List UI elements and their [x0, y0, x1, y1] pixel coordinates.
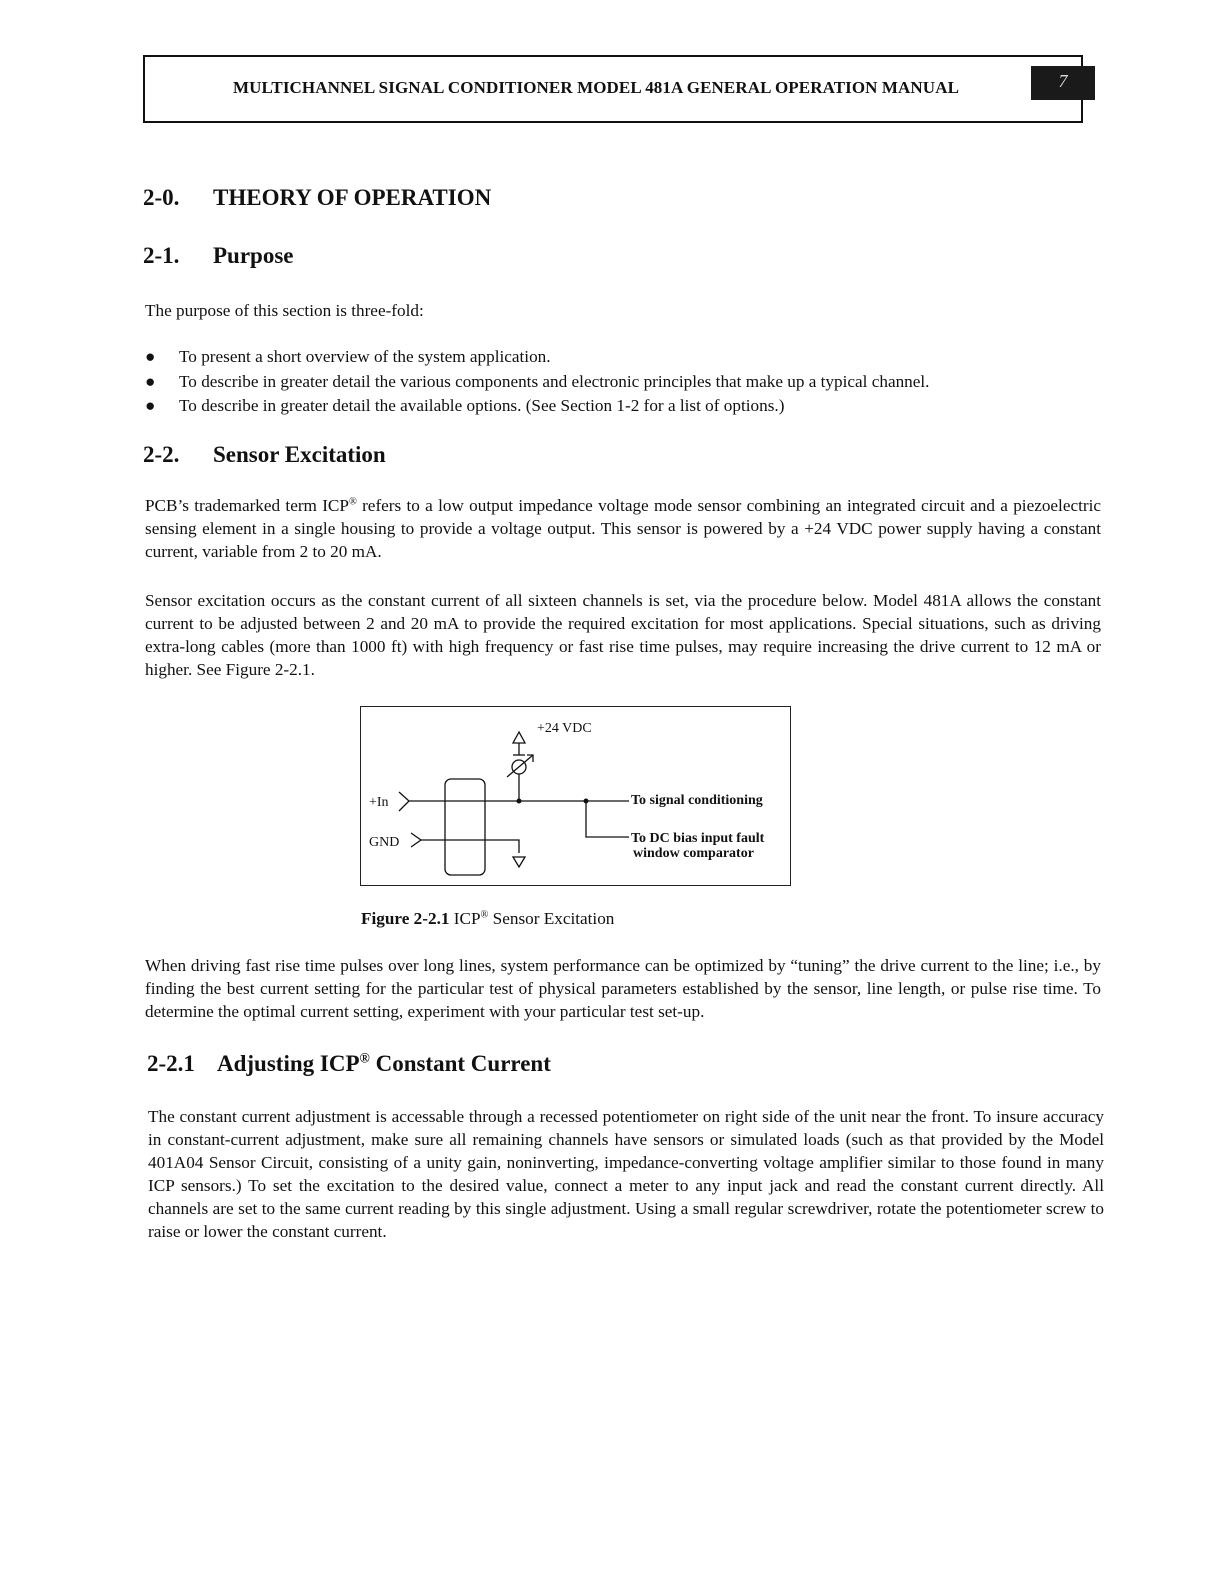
- connector-icon: [445, 779, 485, 875]
- adjusting-paragraph: The constant current adjustment is accessable through a recessed potentiometer on right side of the unit near the front. To insure accuracy in constant-current adjustment, make sure all remaining channels have sensors or simulated loads (such as that provided by the Model 401A04 Sensor Circuit, consisting of a unity gain, noninverting, impedance-converting voltage amplifier similar to those found in many ICP sensors.) To set the excitation to the desired value, connect a meter to any input jack and read the constant current directly. All channels are set to the same current reading by this single adjustment. Using a small regular screwdriver, rotate the potentiometer screw to raise or lower the constant current.: [148, 1107, 1104, 1241]
- section-title: Sensor Excitation: [213, 442, 386, 467]
- bullet-icon: ●: [145, 347, 156, 366]
- section-number: 2-1.: [143, 243, 180, 268]
- supply-label: +24 VDC: [537, 721, 592, 736]
- supply-arrow-icon: [513, 732, 525, 743]
- fault-output-label: To DC bias input fault window comparator: [631, 831, 765, 861]
- purpose-bullet-list: [145, 345, 1105, 419]
- list-item: ● To describe in greater detail the available options. (See Section 1-2 for a list of options.): [145, 396, 785, 415]
- input-jack-icon: [399, 792, 409, 811]
- bullet-icon: ●: [145, 371, 156, 391]
- section-theory-heading: [143, 185, 491, 211]
- excitation-paragraph-1: PCB’s trademarked term ICP® refers to a low output impedance voltage mode sensor combining an integrated circuit and a piezoelectric sensing element in a single housing to provide a voltage output. This sensor is powered by a +24 VDC power supply having a constant current, variable from 2 to 20 mA.: [145, 496, 1101, 561]
- section-title: Purpose: [213, 243, 294, 268]
- list-item: ● To present a short overview of the system application.: [145, 347, 551, 366]
- section-title: THEORY OF OPERATION: [213, 185, 492, 210]
- bullet-icon: ●: [145, 396, 156, 415]
- section-number: 2-2.: [143, 442, 180, 467]
- section-number: 2-2.1: [147, 1051, 195, 1076]
- sensor-excitation-diagram: [360, 706, 791, 886]
- junction-dot: [584, 799, 589, 804]
- excitation-paragraph-2: Sensor excitation occurs as the constant current of all sixteen channels is set, via the procedure below. Model 481A allows the constant current to be adjusted between 2 and 20 mA to provide the required excitation for most applications. Special situations, such as driving extra-long cables (more than 1000 ft) with high frequency or fast rise time pulses, may require increasing the drive current to 12 mA or higher. See Figure 2-2.1.: [145, 591, 1101, 679]
- section-number: 2-0.: [143, 185, 180, 210]
- gnd-label: GND: [369, 835, 400, 850]
- section-excitation-heading: [143, 442, 386, 468]
- section-title: Adjusting ICP® Constant Current: [217, 1050, 551, 1076]
- registered-mark: ®: [348, 496, 357, 508]
- list-item: ● To describe in greater detail the various components and electronic principles that make up a typical channel.: [145, 371, 930, 391]
- excitation-paragraph-3: When driving fast rise time pulses over long lines, system performance can be optimized by “tuning” the drive current to the line; i.e., by finding the best current setting for the particular test of physical parameters established by the sensor, line length, or pulse rise time. To determine the optimal current setting, experiment with your particular test set-up.: [145, 956, 1101, 1021]
- signal-output-label: To signal conditioning: [631, 793, 763, 808]
- junction-dot: [517, 799, 522, 804]
- figure-caption: Figure 2-2.1 ICP® Sensor Excitation: [361, 909, 615, 928]
- section-purpose-heading: [143, 243, 294, 269]
- ground-icon: [513, 857, 525, 867]
- purpose-intro: The purpose of this section is three-fold:: [145, 301, 424, 320]
- input-label: +In: [369, 795, 389, 810]
- page-number: 7: [1031, 66, 1095, 100]
- page-header: [143, 55, 1083, 123]
- header-title: MULTICHANNEL SIGNAL CONDITIONER MODEL 481A GENERAL OPERATION MANUAL: [233, 78, 960, 97]
- gnd-jack-icon: [411, 833, 421, 847]
- section-adjusting-heading: [147, 1051, 551, 1077]
